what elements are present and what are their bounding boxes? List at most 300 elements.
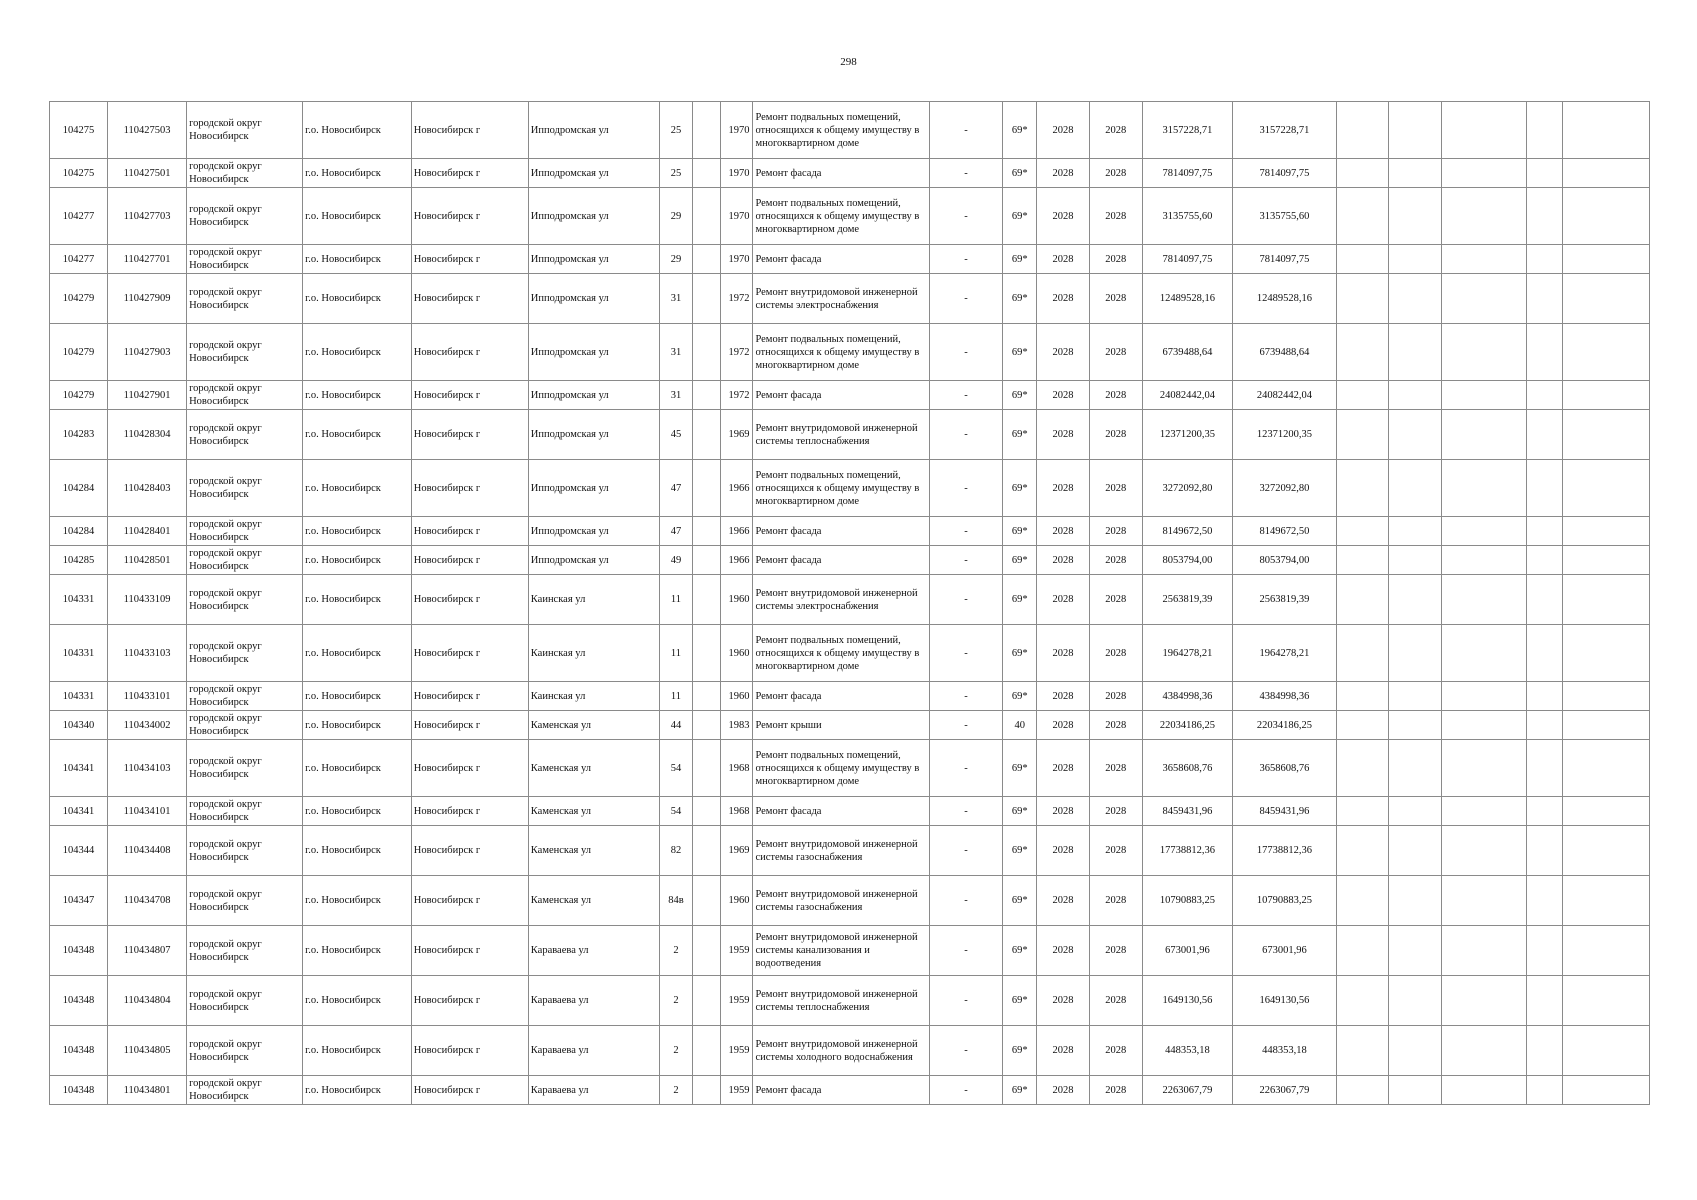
cell-empty <box>1442 575 1526 625</box>
cell-empty <box>1442 245 1526 274</box>
cell-year-end: 2028 <box>1089 826 1142 876</box>
cell-empty <box>1526 245 1563 274</box>
cell-empty <box>1442 740 1526 797</box>
cell-work-type: Ремонт внутридомовой инженерной системы холодного водоснабжения <box>753 1026 929 1076</box>
cell-municipality: городской округ Новосибирск <box>187 711 303 740</box>
cell-year-end: 2028 <box>1089 188 1142 245</box>
cell-empty <box>1389 976 1442 1026</box>
cell-percent: 69* <box>1003 188 1037 245</box>
cell-empty <box>1336 711 1389 740</box>
table-row <box>50 575 1650 625</box>
cell-empty <box>1442 1026 1526 1076</box>
cell-empty <box>1526 188 1563 245</box>
cell-city: Новосибирск г <box>411 976 528 1026</box>
cell-house: 31 <box>659 381 693 410</box>
cell-empty <box>1563 976 1650 1026</box>
table-row <box>50 460 1650 517</box>
cell-house: 11 <box>659 625 693 682</box>
cell-cost-fund: 6739488,64 <box>1233 324 1336 381</box>
cell-empty <box>1563 517 1650 546</box>
cell-empty <box>1526 876 1563 926</box>
cell-year-start: 2028 <box>1037 102 1090 159</box>
cell-dash: - <box>929 460 1003 517</box>
cell-cost-total: 2263067,79 <box>1142 1076 1233 1105</box>
cell-empty <box>1389 797 1442 826</box>
cell-district: г.о. Новосибирск <box>303 517 412 546</box>
table-row <box>50 976 1650 1026</box>
cell-percent: 40 <box>1003 711 1037 740</box>
cell-cost-fund: 7814097,75 <box>1233 245 1336 274</box>
cell-cost-total: 3135755,60 <box>1142 188 1233 245</box>
cell-cost-total: 2563819,39 <box>1142 575 1233 625</box>
cell-empty <box>1389 1026 1442 1076</box>
cell-empty <box>1442 274 1526 324</box>
cell-code: 110428401 <box>108 517 187 546</box>
cell-empty <box>1336 926 1389 976</box>
cell-empty <box>1336 876 1389 926</box>
cell-code: 110434708 <box>108 876 187 926</box>
cell-cost-fund: 12489528,16 <box>1233 274 1336 324</box>
cell-id: 104284 <box>50 460 108 517</box>
cell-empty <box>1442 517 1526 546</box>
table-row <box>50 102 1650 159</box>
cell-code: 110434002 <box>108 711 187 740</box>
cell-year: 1960 <box>720 575 753 625</box>
cell-cost-fund: 4384998,36 <box>1233 682 1336 711</box>
cell-work-type: Ремонт внутридомовой инженерной системы газоснабжения <box>753 826 929 876</box>
cell-municipality: городской округ Новосибирск <box>187 976 303 1026</box>
cell-house: 54 <box>659 797 693 826</box>
cell-year-end: 2028 <box>1089 410 1142 460</box>
cell-percent: 69* <box>1003 410 1037 460</box>
cell-empty <box>1526 976 1563 1026</box>
cell-id: 104340 <box>50 711 108 740</box>
cell-year: 1970 <box>720 102 753 159</box>
cell-house: 29 <box>659 245 693 274</box>
cell-dash: - <box>929 1026 1003 1076</box>
cell-city: Новосибирск г <box>411 245 528 274</box>
cell-cost-total: 4384998,36 <box>1142 682 1233 711</box>
cell-street: Ипподромская ул <box>528 546 659 575</box>
cell-city: Новосибирск г <box>411 324 528 381</box>
cell-cost-fund: 12371200,35 <box>1233 410 1336 460</box>
cell-empty <box>1563 274 1650 324</box>
cell-street: Ипподромская ул <box>528 188 659 245</box>
cell-street: Караваева ул <box>528 1076 659 1105</box>
cell-empty <box>1563 625 1650 682</box>
table-row <box>50 188 1650 245</box>
cell-empty <box>1526 324 1563 381</box>
cell-year: 1960 <box>720 625 753 682</box>
cell-empty <box>1336 159 1389 188</box>
cell-city: Новосибирск г <box>411 460 528 517</box>
cell-municipality: городской округ Новосибирск <box>187 324 303 381</box>
cell-empty <box>693 682 720 711</box>
cell-empty <box>1526 625 1563 682</box>
cell-dash: - <box>929 575 1003 625</box>
cell-street: Караваева ул <box>528 976 659 1026</box>
cell-municipality: городской округ Новосибирск <box>187 826 303 876</box>
cell-empty <box>1442 711 1526 740</box>
cell-street: Ипподромская ул <box>528 102 659 159</box>
cell-district: г.о. Новосибирск <box>303 740 412 797</box>
cell-year-end: 2028 <box>1089 274 1142 324</box>
cell-city: Новосибирск г <box>411 682 528 711</box>
cell-city: Новосибирск г <box>411 575 528 625</box>
cell-year-start: 2028 <box>1037 517 1090 546</box>
table-row <box>50 826 1650 876</box>
cell-code: 110434805 <box>108 1026 187 1076</box>
cell-work-type: Ремонт подвальных помещений, относящихся к общему имуществу в многоквартирном доме <box>753 740 929 797</box>
cell-id: 104284 <box>50 517 108 546</box>
cell-cost-total: 17738812,36 <box>1142 826 1233 876</box>
cell-year-end: 2028 <box>1089 711 1142 740</box>
cell-city: Новосибирск г <box>411 740 528 797</box>
cell-municipality: городской округ Новосибирск <box>187 575 303 625</box>
cell-house: 25 <box>659 159 693 188</box>
cell-year-end: 2028 <box>1089 740 1142 797</box>
cell-empty <box>1526 826 1563 876</box>
cell-house: 45 <box>659 410 693 460</box>
cell-house: 54 <box>659 740 693 797</box>
cell-street: Каменская ул <box>528 876 659 926</box>
cell-district: г.о. Новосибирск <box>303 460 412 517</box>
cell-empty <box>1389 876 1442 926</box>
cell-code: 110427503 <box>108 102 187 159</box>
cell-empty <box>1526 159 1563 188</box>
cell-empty <box>693 976 720 1026</box>
cell-empty <box>1389 159 1442 188</box>
cell-work-type: Ремонт подвальных помещений, относящихся к общему имуществу в многоквартирном доме <box>753 324 929 381</box>
table-row <box>50 1076 1650 1105</box>
cell-city: Новосибирск г <box>411 826 528 876</box>
cell-year-start: 2028 <box>1037 159 1090 188</box>
cell-empty <box>1563 740 1650 797</box>
cell-code: 110434103 <box>108 740 187 797</box>
cell-work-type: Ремонт крыши <box>753 711 929 740</box>
cell-cost-total: 3658608,76 <box>1142 740 1233 797</box>
cell-street: Ипподромская ул <box>528 159 659 188</box>
cell-street: Ипподромская ул <box>528 517 659 546</box>
cell-dash: - <box>929 926 1003 976</box>
cell-year-end: 2028 <box>1089 460 1142 517</box>
cell-empty <box>1442 102 1526 159</box>
cell-municipality: городской округ Новосибирск <box>187 381 303 410</box>
cell-id: 104275 <box>50 102 108 159</box>
cell-street: Каменская ул <box>528 711 659 740</box>
table-body <box>50 102 1650 1105</box>
table-row <box>50 517 1650 546</box>
cell-empty <box>1563 826 1650 876</box>
cell-year-start: 2028 <box>1037 1076 1090 1105</box>
cell-empty <box>1336 682 1389 711</box>
cell-year: 1969 <box>720 826 753 876</box>
cell-empty <box>1526 797 1563 826</box>
cell-municipality: городской округ Новосибирск <box>187 102 303 159</box>
cell-work-type: Ремонт подвальных помещений, относящихся к общему имуществу в многоквартирном доме <box>753 460 929 517</box>
cell-cost-fund: 24082442,04 <box>1233 381 1336 410</box>
cell-cost-fund: 22034186,25 <box>1233 711 1336 740</box>
cell-cost-fund: 673001,96 <box>1233 926 1336 976</box>
cell-code: 110434801 <box>108 1076 187 1105</box>
cell-cost-total: 12489528,16 <box>1142 274 1233 324</box>
cell-work-type: Ремонт подвальных помещений, относящихся к общему имуществу в многоквартирном доме <box>753 188 929 245</box>
cell-percent: 69* <box>1003 876 1037 926</box>
cell-empty <box>1526 517 1563 546</box>
cell-year-start: 2028 <box>1037 546 1090 575</box>
cell-dash: - <box>929 159 1003 188</box>
cell-empty <box>1389 740 1442 797</box>
cell-empty <box>1442 826 1526 876</box>
cell-id: 104277 <box>50 245 108 274</box>
cell-street: Караваева ул <box>528 926 659 976</box>
cell-work-type: Ремонт внутридомовой инженерной системы газоснабжения <box>753 876 929 926</box>
cell-empty <box>693 324 720 381</box>
cell-empty <box>693 740 720 797</box>
cell-code: 110428403 <box>108 460 187 517</box>
table-row <box>50 625 1650 682</box>
cell-cost-fund: 3658608,76 <box>1233 740 1336 797</box>
cell-district: г.о. Новосибирск <box>303 711 412 740</box>
cell-empty <box>1442 324 1526 381</box>
cell-cost-total: 22034186,25 <box>1142 711 1233 740</box>
cell-empty <box>1389 410 1442 460</box>
cell-cost-fund: 2263067,79 <box>1233 1076 1336 1105</box>
cell-empty <box>1563 159 1650 188</box>
cell-empty <box>1389 274 1442 324</box>
cell-house: 11 <box>659 575 693 625</box>
cell-empty <box>1563 926 1650 976</box>
cell-empty <box>693 410 720 460</box>
cell-empty <box>1442 188 1526 245</box>
cell-dash: - <box>929 102 1003 159</box>
cell-dash: - <box>929 410 1003 460</box>
cell-year-end: 2028 <box>1089 926 1142 976</box>
cell-code: 110434807 <box>108 926 187 976</box>
cell-empty <box>1389 460 1442 517</box>
cell-empty <box>1336 410 1389 460</box>
cell-empty <box>1563 188 1650 245</box>
table-row <box>50 245 1650 274</box>
repair-register-table <box>49 101 1650 1105</box>
cell-house: 84в <box>659 876 693 926</box>
cell-district: г.о. Новосибирск <box>303 324 412 381</box>
cell-house: 2 <box>659 976 693 1026</box>
cell-year-start: 2028 <box>1037 324 1090 381</box>
cell-id: 104275 <box>50 159 108 188</box>
cell-empty <box>693 188 720 245</box>
cell-code: 110427703 <box>108 188 187 245</box>
cell-cost-fund: 10790883,25 <box>1233 876 1336 926</box>
cell-percent: 69* <box>1003 546 1037 575</box>
cell-code: 110427901 <box>108 381 187 410</box>
cell-year-end: 2028 <box>1089 546 1142 575</box>
cell-empty <box>1442 159 1526 188</box>
cell-empty <box>1389 926 1442 976</box>
cell-cost-total: 3272092,80 <box>1142 460 1233 517</box>
cell-percent: 69* <box>1003 274 1037 324</box>
cell-empty <box>1526 410 1563 460</box>
cell-empty <box>693 876 720 926</box>
cell-year: 1969 <box>720 410 753 460</box>
cell-street: Каинская ул <box>528 625 659 682</box>
table-row <box>50 797 1650 826</box>
cell-dash: - <box>929 517 1003 546</box>
cell-percent: 69* <box>1003 517 1037 546</box>
cell-street: Ипподромская ул <box>528 324 659 381</box>
cell-empty <box>693 1076 720 1105</box>
cell-id: 104331 <box>50 625 108 682</box>
cell-city: Новосибирск г <box>411 159 528 188</box>
cell-city: Новосибирск г <box>411 926 528 976</box>
table-row <box>50 740 1650 797</box>
table-row <box>50 410 1650 460</box>
cell-year-end: 2028 <box>1089 1076 1142 1105</box>
cell-city: Новосибирск г <box>411 410 528 460</box>
cell-empty <box>1442 381 1526 410</box>
cell-dash: - <box>929 711 1003 740</box>
cell-dash: - <box>929 546 1003 575</box>
cell-year: 1959 <box>720 1026 753 1076</box>
cell-district: г.о. Новосибирск <box>303 826 412 876</box>
cell-empty <box>1563 102 1650 159</box>
cell-house: 49 <box>659 546 693 575</box>
cell-work-type: Ремонт фасада <box>753 381 929 410</box>
cell-empty <box>1336 575 1389 625</box>
cell-house: 47 <box>659 460 693 517</box>
cell-cost-fund: 3272092,80 <box>1233 460 1336 517</box>
cell-work-type: Ремонт внутридомовой инженерной системы теплоснабжения <box>753 976 929 1026</box>
cell-code: 110427501 <box>108 159 187 188</box>
cell-empty <box>1336 797 1389 826</box>
cell-work-type: Ремонт подвальных помещений, относящихся к общему имуществу в многоквартирном доме <box>753 625 929 682</box>
cell-empty <box>1389 381 1442 410</box>
table-row <box>50 274 1650 324</box>
cell-cost-total: 7814097,75 <box>1142 159 1233 188</box>
cell-municipality: городской округ Новосибирск <box>187 1076 303 1105</box>
cell-empty <box>1563 460 1650 517</box>
cell-code: 110427701 <box>108 245 187 274</box>
cell-city: Новосибирск г <box>411 625 528 682</box>
cell-code: 110433101 <box>108 682 187 711</box>
cell-empty <box>1563 410 1650 460</box>
cell-id: 104348 <box>50 1076 108 1105</box>
cell-empty <box>1336 381 1389 410</box>
cell-district: г.о. Новосибирск <box>303 1026 412 1076</box>
cell-year: 1960 <box>720 682 753 711</box>
cell-city: Новосибирск г <box>411 1076 528 1105</box>
cell-house: 2 <box>659 926 693 976</box>
cell-year: 1970 <box>720 159 753 188</box>
cell-work-type: Ремонт внутридомовой инженерной системы теплоснабжения <box>753 410 929 460</box>
cell-empty <box>693 159 720 188</box>
cell-empty <box>693 245 720 274</box>
cell-dash: - <box>929 324 1003 381</box>
cell-empty <box>1336 1026 1389 1076</box>
cell-empty <box>1526 1026 1563 1076</box>
cell-municipality: городской округ Новосибирск <box>187 1026 303 1076</box>
cell-house: 29 <box>659 188 693 245</box>
cell-cost-total: 1649130,56 <box>1142 976 1233 1026</box>
cell-year: 1972 <box>720 274 753 324</box>
cell-empty <box>693 381 720 410</box>
cell-work-type: Ремонт фасада <box>753 797 929 826</box>
cell-percent: 69* <box>1003 976 1037 1026</box>
cell-street: Каинская ул <box>528 682 659 711</box>
cell-year: 1970 <box>720 245 753 274</box>
cell-empty <box>1526 926 1563 976</box>
cell-year: 1966 <box>720 460 753 517</box>
cell-year-end: 2028 <box>1089 517 1142 546</box>
cell-district: г.о. Новосибирск <box>303 102 412 159</box>
cell-percent: 69* <box>1003 926 1037 976</box>
cell-percent: 69* <box>1003 381 1037 410</box>
table-row <box>50 876 1650 926</box>
cell-district: г.о. Новосибирск <box>303 682 412 711</box>
cell-dash: - <box>929 682 1003 711</box>
cell-street: Ипподромская ул <box>528 274 659 324</box>
cell-municipality: городской округ Новосибирск <box>187 625 303 682</box>
cell-empty <box>1526 682 1563 711</box>
cell-empty <box>1389 575 1442 625</box>
cell-year: 1960 <box>720 876 753 926</box>
cell-empty <box>693 826 720 876</box>
cell-dash: - <box>929 274 1003 324</box>
cell-empty <box>1336 546 1389 575</box>
cell-cost-fund: 3135755,60 <box>1233 188 1336 245</box>
cell-street: Каменская ул <box>528 797 659 826</box>
cell-id: 104331 <box>50 575 108 625</box>
cell-empty <box>693 575 720 625</box>
cell-empty <box>1336 740 1389 797</box>
cell-work-type: Ремонт фасада <box>753 682 929 711</box>
cell-id: 104348 <box>50 1026 108 1076</box>
cell-id: 104348 <box>50 926 108 976</box>
cell-city: Новосибирск г <box>411 1026 528 1076</box>
cell-dash: - <box>929 1076 1003 1105</box>
cell-empty <box>693 102 720 159</box>
cell-cost-fund: 7814097,75 <box>1233 159 1336 188</box>
cell-empty <box>1526 740 1563 797</box>
cell-work-type: Ремонт подвальных помещений, относящихся к общему имуществу в многоквартирном доме <box>753 102 929 159</box>
cell-cost-total: 1964278,21 <box>1142 625 1233 682</box>
cell-city: Новосибирск г <box>411 517 528 546</box>
cell-dash: - <box>929 381 1003 410</box>
cell-year-start: 2028 <box>1037 274 1090 324</box>
cell-year-start: 2028 <box>1037 682 1090 711</box>
cell-empty <box>1563 711 1650 740</box>
cell-year: 1959 <box>720 1076 753 1105</box>
cell-work-type: Ремонт внутридомовой инженерной системы электроснабжения <box>753 575 929 625</box>
cell-empty <box>1442 546 1526 575</box>
cell-work-type: Ремонт внутридомовой инженерной системы канализования и водоотведения <box>753 926 929 976</box>
cell-empty <box>1563 682 1650 711</box>
cell-municipality: городской округ Новосибирск <box>187 682 303 711</box>
cell-code: 110428501 <box>108 546 187 575</box>
cell-year-start: 2028 <box>1037 711 1090 740</box>
cell-percent: 69* <box>1003 575 1037 625</box>
cell-cost-fund: 8459431,96 <box>1233 797 1336 826</box>
cell-empty <box>1389 324 1442 381</box>
cell-empty <box>1563 1026 1650 1076</box>
cell-cost-total: 6739488,64 <box>1142 324 1233 381</box>
cell-year-end: 2028 <box>1089 682 1142 711</box>
cell-year-start: 2028 <box>1037 926 1090 976</box>
cell-id: 104341 <box>50 797 108 826</box>
cell-cost-fund: 3157228,71 <box>1233 102 1336 159</box>
cell-year-end: 2028 <box>1089 102 1142 159</box>
cell-empty <box>693 711 720 740</box>
